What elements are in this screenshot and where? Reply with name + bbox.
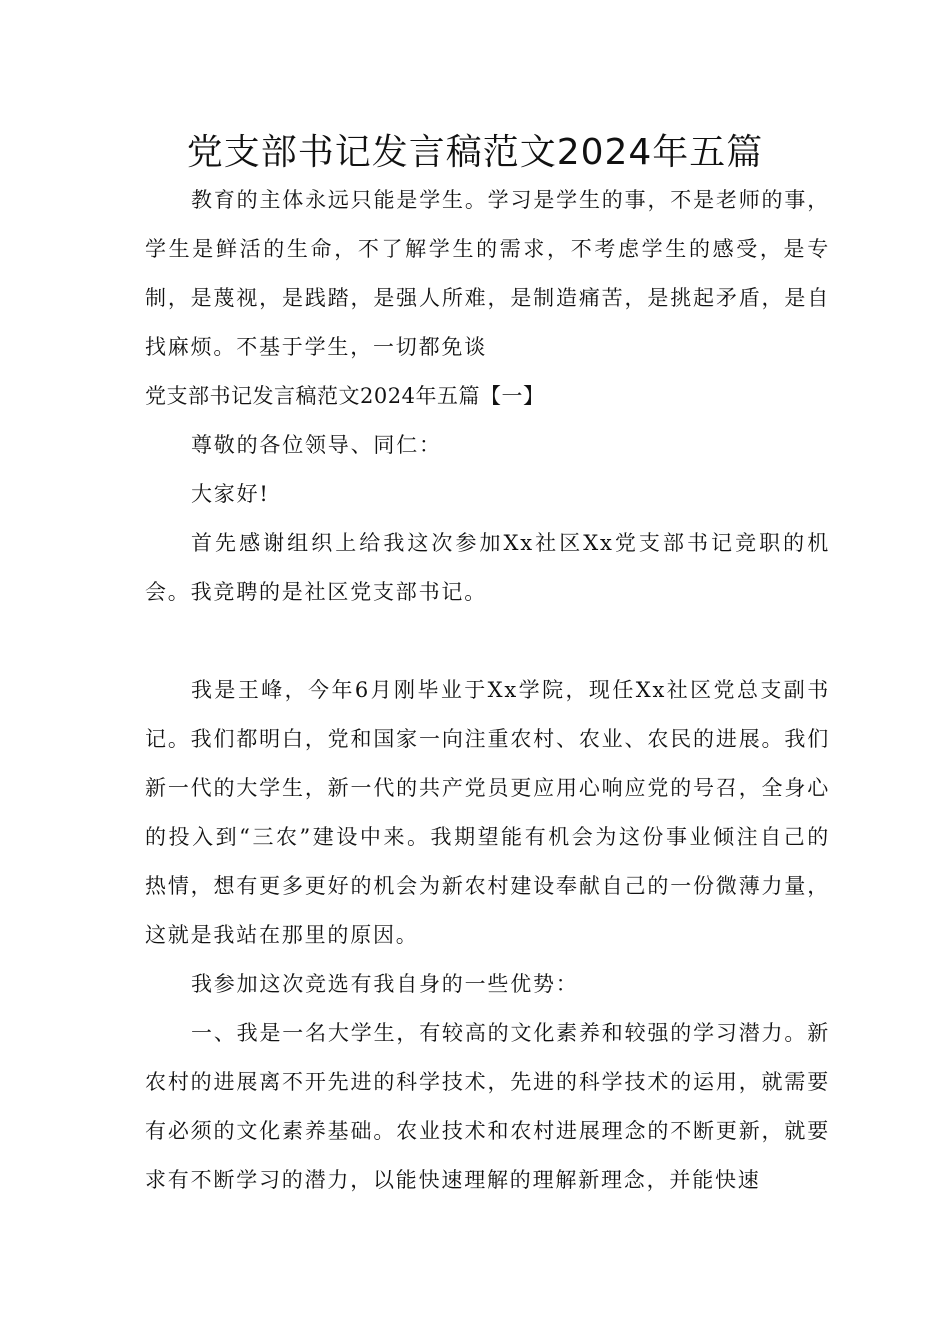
advantages-paragraph: 我参加这次竞选有我自身的一些优势：	[191, 972, 579, 996]
greeting-paragraph: 尊敬的各位领导、同仁：	[191, 433, 442, 457]
section-heading: 党支部书记发言稿范文2024年五篇【一】	[145, 384, 545, 408]
point-one-paragraph: 一、我是一名大学生，有较高的文化素养和较强的学习潜力。新农村的进展离不开先进的科学技术，先进的科学技术的运用，就需要有必须的文化素养基础。农业技术和农村进展理念的不断更新，就要求有不断学习的潜力，以能快速理解的理解新理念，并能快速	[145, 1021, 830, 1192]
intro-paragraph: 教育的主体永远只能是学生。学习是学生的事，不是老师的事，学生是鲜活的生命，不了解学生的需求，不考虑学生的感受，是专制，是蔑视，是践踏，是强人所难，是制造痛苦，是挑起矛盾，是自找麻烦。不基于学生，一切都免谈	[145, 188, 830, 359]
thanks-paragraph: 首先感谢组织上给我这次参加Xx社区Xx党支部书记竞职的机会。我竞聘的是社区党支部书记。	[145, 531, 830, 604]
document-body	[145, 176, 830, 1205]
document-title: 党支部书记发言稿范文2024年五篇	[186, 132, 764, 173]
blank-line	[145, 617, 830, 666]
self-intro-paragraph: 我是王峰，今年6月刚毕业于Xx学院，现任Xx社区党总支副书记。我们都明白，党和国家一向注重农村、农业、农民的进展。我们新一代的大学生，新一代的共产党员更应用心响应党的号召，全身心的投入到“三农”建设中来。我期望能有机会为这份事业倾注自己的热情，想有更多更好的机会为新农村建设奉献自己的一份微薄力量，这就是我站在那里的原因。	[145, 678, 830, 947]
hello-paragraph: 大家好!	[191, 482, 270, 506]
